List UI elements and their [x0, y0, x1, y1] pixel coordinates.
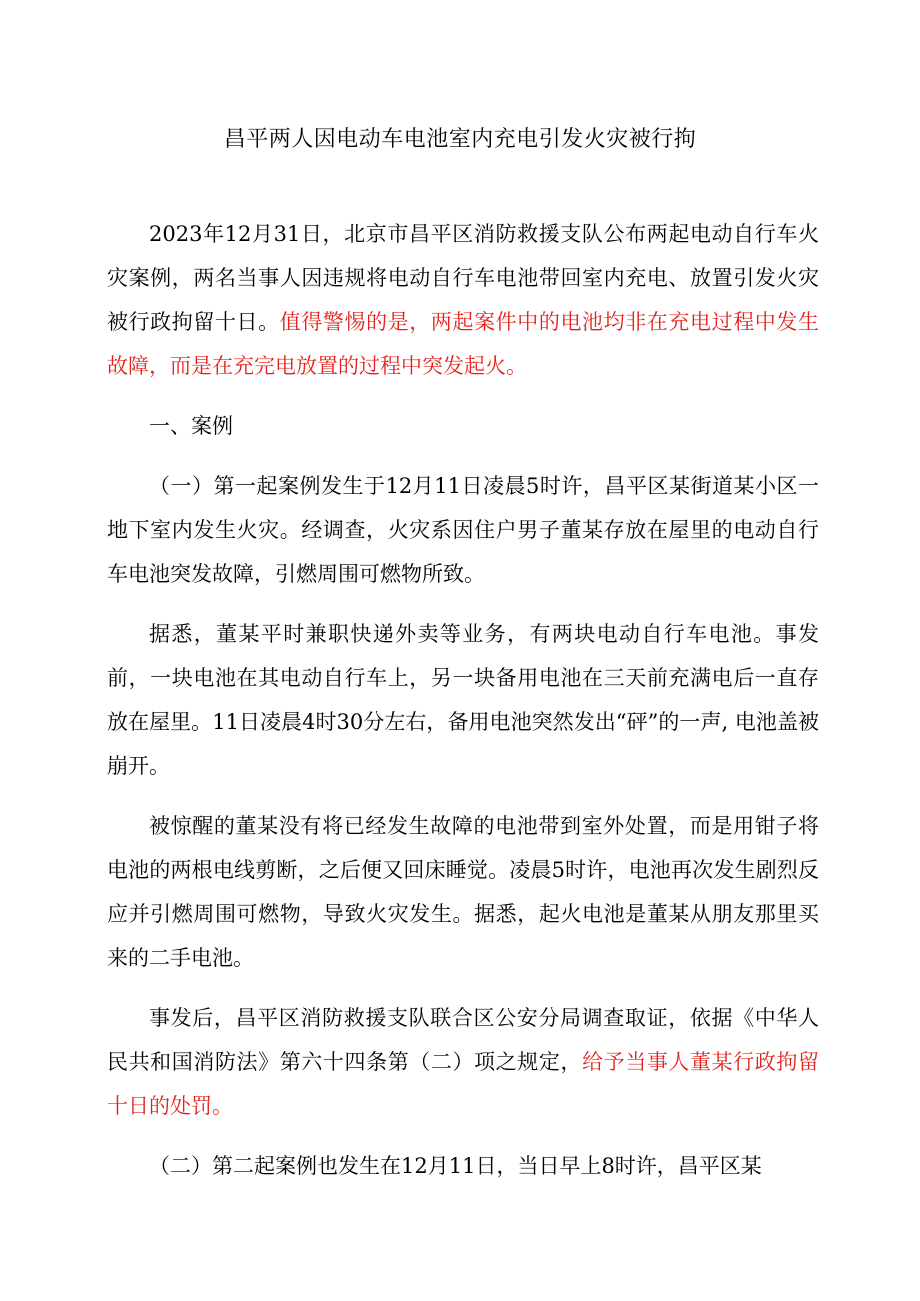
paragraph-text: （二）第二起案例也发生在12月11日，当日早上8时许，昌平区某	[149, 1154, 762, 1178]
document-body	[107, 212, 819, 1204]
paragraph-case-one-penalty	[107, 996, 819, 1128]
paragraph-text: 据悉，董某平时兼职快递外卖等业务，有两块电动自行车电池。事发前，一块电池在其电动自行车上，另一块备用电池在三天前充满电后一直存放在屋里。11日凌晨4时30分左右，备用电池突然发出“砰”的一声, 电池盖被崩开。	[107, 622, 819, 778]
highlighted-warning-text: 值得警惕的是，两起案件中的电池均非在充电过程中发生故障，而是在充完电放置的过程中突发起火。	[107, 310, 819, 378]
paragraph-text: 事发后，昌平区消防救援支队联合区公安分局调查取证，依据《中华人民共和国消防法》第六十四条第（二）项之规定，	[107, 1006, 819, 1074]
paragraph-intro	[107, 212, 819, 388]
paragraph-case-two	[107, 1144, 819, 1188]
paragraph-case-one-fire	[107, 804, 819, 980]
paragraph-text: 2023年12月31日，北京市昌平区消防救援支队公布两起电动自行车火灾案例，两名当事人因违规将电动自行车电池带回室内充电、放置引发火灾被行政拘留十日。	[107, 222, 819, 334]
paragraph-case-one	[107, 464, 819, 596]
section-heading-cases: 一、案例	[149, 414, 233, 438]
highlighted-penalty-text: 给予当事人董某行政拘留十日的处罚。	[107, 1050, 819, 1118]
paragraph-text: （一）第一起案例发生于12月11日凌晨5时许，昌平区某街道某小区一地下室内发生火灾。经调查，火灾系因住户男子董某存放在屋里的电动自行车电池突发故障，引燃周围可燃物所致。	[107, 474, 819, 586]
document-title: 昌平两人因电动车电池室内充电引发火灾被行拘	[223, 127, 697, 152]
paragraph-case-one-detail	[107, 612, 819, 788]
paragraph-text: 被惊醒的董某没有将已经发生故障的电池带到室外处置，而是用钳子将电池的两根电线剪断，之后便又回床睡觉。凌晨5时许，电池再次发生剧烈反应并引燃周围可燃物，导致火灾发生。据悉，起火电池是董某从朋友那里买来的二手电池。	[107, 814, 819, 970]
